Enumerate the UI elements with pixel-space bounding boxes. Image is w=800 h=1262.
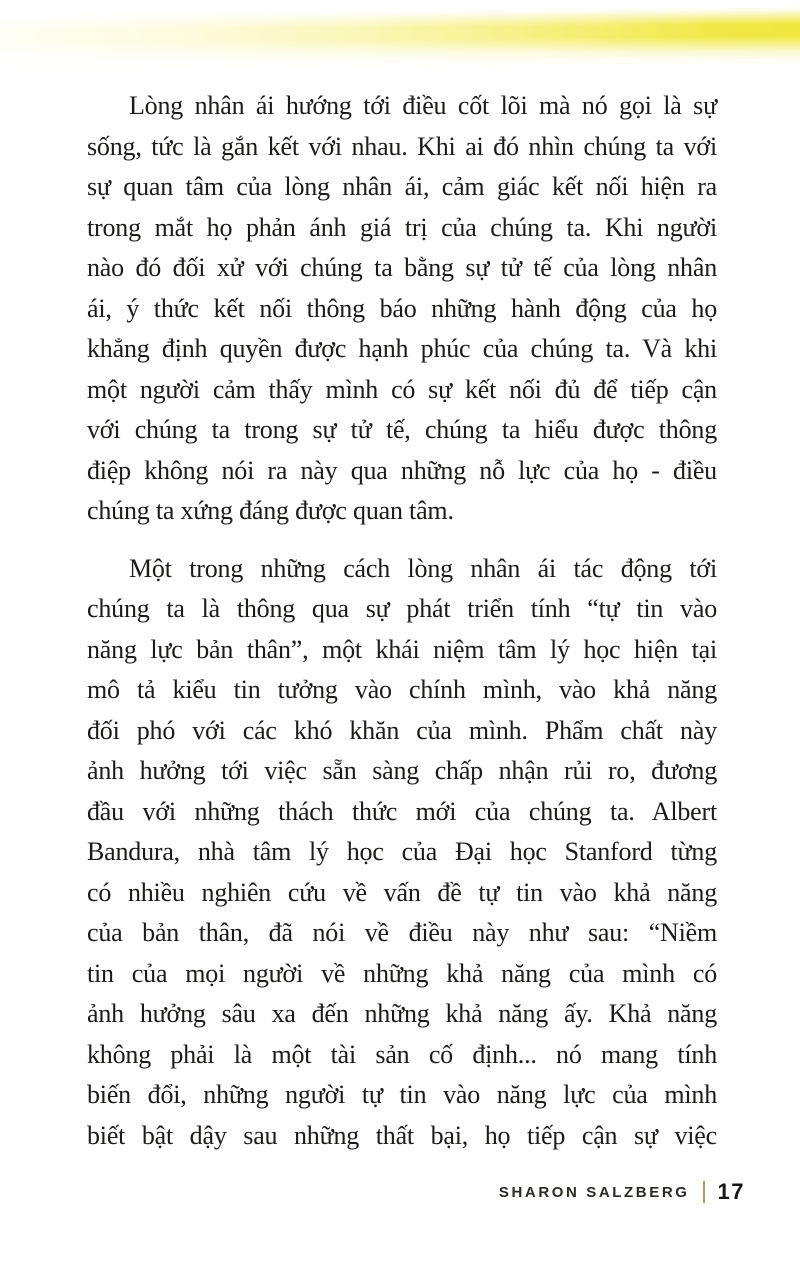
- text-line: đầu với những thách thức mới của chúng ta. Albert: [87, 796, 717, 826]
- text-line: sống, tức là gắn kết với nhau. Khi ai đó nhìn chúng ta với: [87, 131, 717, 161]
- text-line: Lòng nhân ái hướng tới điều cốt lõi mà nó gọi là sự: [129, 91, 717, 120]
- text-line: tin của mọi người về những khả năng của mình có: [87, 958, 717, 988]
- text-line: một người cảm thấy mình có sự kết nối đủ để tiếp cận: [87, 374, 717, 404]
- text-line: nào đó đối xử với chúng ta bằng sự tử tế của lòng nhân: [87, 253, 717, 282]
- text-line: mô tả kiểu tin tưởng vào chính mình, vào khả năng: [87, 675, 717, 704]
- text-line: của bản thân, đã nói về điều này như sau: “Niềm: [87, 918, 717, 947]
- text-line: đối phó với các khó khăn của mình. Phẩm chất này: [87, 715, 717, 745]
- text-line: ảnh hưởng tới việc sẵn sàng chấp nhận rủi ro, đương: [87, 756, 717, 785]
- text-line: ảnh hưởng sâu xa đến những khả năng ấy. Khả năng: [87, 999, 717, 1028]
- author-name: SHARON SALZBERG: [498, 1183, 690, 1201]
- text-line: Bandura, nhà tâm lý học của Đại học Stanford từng: [87, 837, 717, 866]
- text-line: khẳng định quyền được hạnh phúc của chúng ta. Và khi: [87, 334, 717, 363]
- text-line: sự quan tâm của lòng nhân ái, cảm giác kết nối hiện ra: [87, 172, 717, 201]
- text-line: không phải là một tài sản cố định... nó mang tính: [87, 1039, 717, 1069]
- text-line: ái, ý thức kết nối thông báo những hành động của họ: [87, 293, 717, 323]
- text-line: trong mắt họ phản ánh giá trị của chúng ta. Khi người: [87, 212, 717, 242]
- text-line: với chúng ta trong sự tử tế, chúng ta hiểu được thông: [87, 415, 717, 444]
- page-text: [87, 0, 717, 1156]
- text-line: có nhiều nghiên cứu về vấn đề tự tin vào khả năng: [87, 877, 717, 907]
- text-line: biến đổi, những người tự tin vào năng lực của mình: [87, 1080, 717, 1109]
- paragraph: [87, 86, 717, 532]
- page-footer: [499, 1179, 745, 1205]
- text-line: chúng ta là thông qua sự phát triển tính “tự tin vào: [87, 594, 717, 623]
- footer-divider: [703, 1181, 705, 1203]
- paragraph: [87, 549, 717, 1157]
- text-line: biết bật dậy sau những thất bại, họ tiếp cận sự việc: [87, 1120, 717, 1150]
- text-line: chúng ta xứng đáng được quan tâm.: [87, 496, 454, 525]
- page-number: 17: [717, 1179, 745, 1204]
- text-line: điệp không nói ra này qua những nỗ lực của họ - điều: [87, 455, 717, 485]
- text-line: Một trong những cách lòng nhân ái tác động tới: [129, 553, 717, 583]
- text-line: năng lực bản thân”, một khái niệm tâm lý học hiện tại: [87, 634, 717, 664]
